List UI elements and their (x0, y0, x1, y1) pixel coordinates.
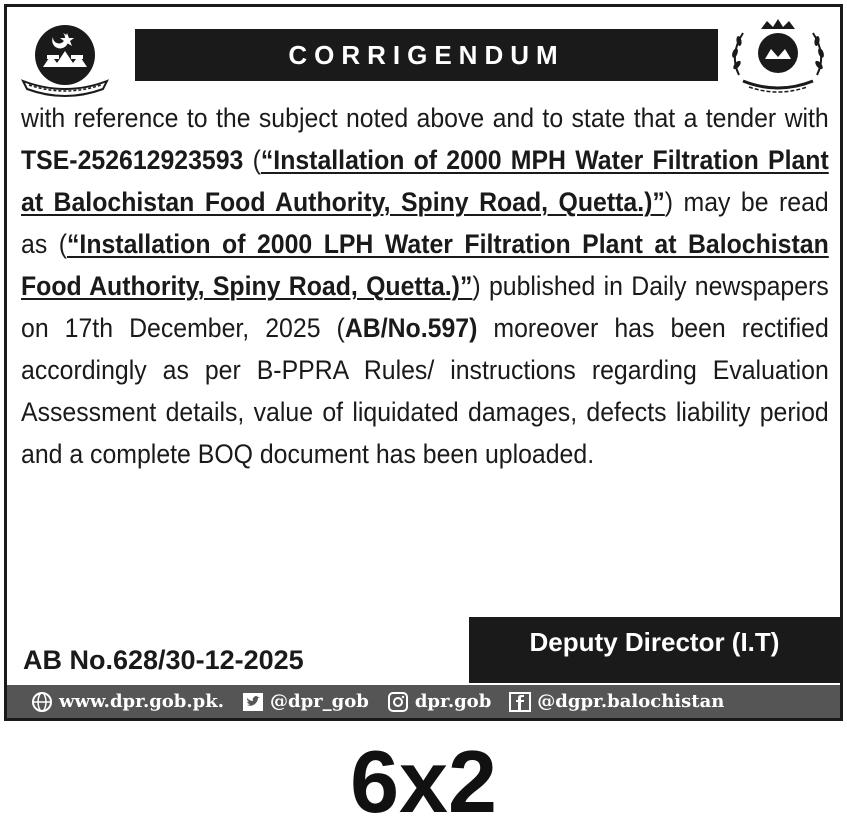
signatory-box (469, 617, 840, 683)
body-text-read-as: ) may be read as ( (21, 187, 829, 259)
twitter-link[interactable] (242, 691, 369, 712)
twitter-handle: @dpr_gob (269, 691, 369, 712)
body-text-published: ) published in Daily newspapers on 17th December, 2025 ( (21, 271, 829, 343)
advertisement-frame (4, 4, 843, 721)
title-banner (135, 29, 718, 81)
corrected-tender-title: “Installation of 2000 LPH Water Filtration Plant at Balochistan Food Authority, Spiny Road, Quetta.)” (21, 229, 829, 301)
website-link[interactable] (31, 691, 224, 712)
facebook-icon (509, 692, 531, 712)
ad-size-label: 6x2 (350, 732, 497, 831)
instagram-link[interactable] (387, 691, 491, 712)
body-text-intro: with reference to the subject noted above and to state that a tender with (21, 103, 829, 133)
previous-ab-reference: AB/No.597) (344, 313, 478, 343)
facebook-link[interactable] (509, 691, 724, 712)
corrigendum-body (21, 97, 829, 475)
ab-number: AB No.628/30-12-2025 (23, 645, 304, 675)
body-text-connector: ( (243, 145, 261, 175)
tender-id: TSE-252612923593 (21, 145, 244, 175)
original-tender-title: “Installation of 2000 MPH Water Filtration Plant at Balochistan Food Authority, Spiny Road, Quetta.)” (21, 145, 829, 217)
globe-icon (31, 692, 53, 712)
body-text-rectification: moreover has been rectified accordingly as per B-PPRA Rules/ instructions regarding Evaluation Assessment details, value of liquidated damages, defects liability period and a complete BOQ document has been uploaded. (21, 313, 829, 469)
ad-title: CORRIGENDUM (288, 39, 565, 70)
balochistan-government-emblem-icon (17, 15, 113, 99)
twitter-icon (242, 692, 264, 712)
signatory-title: Deputy Director (I.T) (529, 627, 780, 657)
dgpr-emblem-icon (719, 15, 837, 99)
facebook-handle: @dgpr.balochistan (537, 691, 725, 712)
social-media-footer (7, 685, 840, 718)
instagram-icon (387, 692, 409, 712)
instagram-handle: dpr.gob (414, 691, 492, 712)
website-text: www.dpr.gob.pk. (59, 691, 224, 712)
